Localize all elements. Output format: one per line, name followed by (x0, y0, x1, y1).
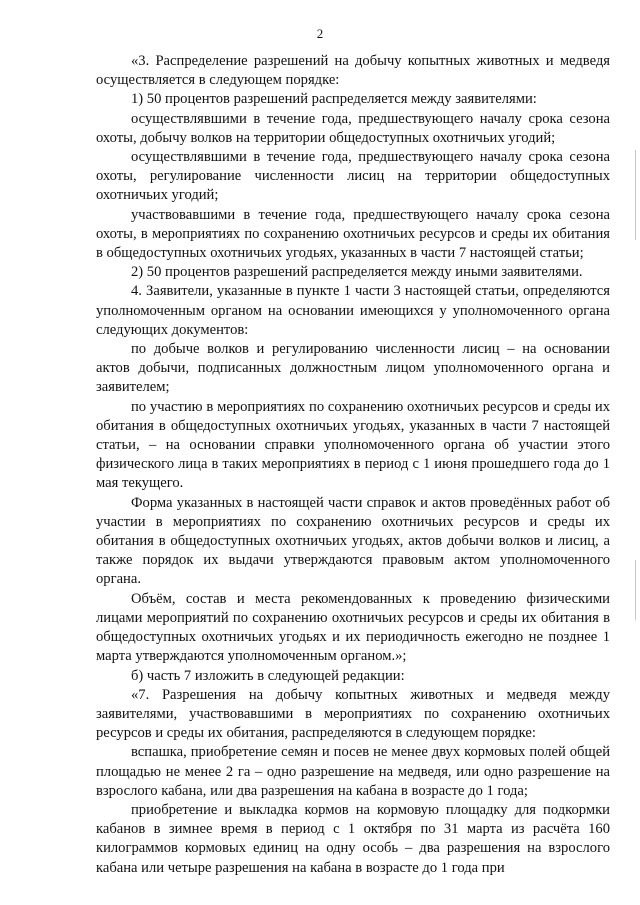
paragraph-volume: Объём, состав и места рекомендованных к проведению физическими лицами мероприятий по сохранению охотничьих ресурсов и среды их обитания в общедоступных охотничьих угодьях и их периодичность ежегодно не позднее 1 марта утверждаются уполномоченным органом.»; (96, 590, 610, 665)
document-body (96, 52, 610, 878)
page-number: 2 (316, 26, 324, 41)
paragraph-part-7: б) часть 7 изложить в следующей редакции: (131, 667, 405, 684)
paragraph-hunting-acts: по добыче волков и регулированию численности лисиц – на основании актов добычи, подписанных должностным лицом уполномоченного органа и заявителем; (96, 341, 610, 396)
paragraph-item-2: 2) 50 процентов разрешений распределяется между иными заявителями. (131, 264, 583, 281)
paragraph-wolves: осуществлявшими в течение года, предшествующего началу срока сезона охоты, добычу волков на территории общедоступных охотничьих угодий; (96, 110, 610, 146)
paragraph-plowing: вспашка, приобретение семян и посев не менее двух кормовых полей общей площадью не менее 2 га – одно разрешение на медведя, или одно разрешение на взрослого кабана, или два разрешения на кабана в возрасте до 1 года; (96, 744, 610, 799)
paragraph-applicants: 4. Заявители, указанные в пункте 1 части 3 настоящей статьи, определяются уполномоченным органом на основании имеющихся у уполномоченного органа следующих документов: (96, 283, 610, 338)
paragraph-form: Форма указанных в настоящей части справок и актов проведённых работ об участии в мероприятиях по сохранению охотничьих ресурсов и среды их обитания в общедоступных охотничьих угодьях, актов добычи волков и лисиц, а также порядок их выдачи утверждаются правовым актом уполномоченного органа. (96, 494, 610, 588)
paragraph-participation-certificate: по участию в мероприятиях по сохранению охотничьих ресурсов и среды их обитания в общедоступных охотничьих угодьях, указанных в части 7 настоящей статьи, – на основании справки уполномоченного органа об участии этого физического лица в таких мероприятиях в период с 1 июня прошедшего года до 1 мая текущего. (96, 398, 610, 492)
paragraph-item-1: 1) 50 процентов разрешений распределяется между заявителями: (131, 91, 537, 108)
paragraph-distribution-order: «3. Распределение разрешений на добычу копытных животных и медведя осуществляется в следующем порядке: (96, 53, 610, 89)
paragraph-participants: участвовавшими в течение года, предшествующего началу срока сезона охоты, в мероприятиях по сохранению охотничьих ресурсов и среды их обитания в общедоступных охотничьих угодьях, указанных в части 7 настоящей статьи; (96, 206, 610, 262)
paragraph-foxes: осуществлявшими в течение года, предшествующего началу срока сезона охоты, регулирование численности лисиц на территории общедоступных охотничьих угодий; (96, 149, 610, 204)
scan-edge-line (635, 150, 636, 240)
paragraph-feeding: приобретение и выкладка кормов на кормовую площадку для подкормки кабанов в зимнее время в период с 1 октября по 31 марта из расчёта 160 килограммов кормовых единиц на одну особь – два разрешения на взрослого кабана или четыре разрешения на кабана в возрасте до 1 года при (96, 801, 610, 876)
scan-edge-line (635, 560, 636, 620)
paragraph-permits: «7. Разрешения на добычу копытных животных и медведя между заявителями, участвовавшими в мероприятиях по сохранению охотничьих ресурсов и среды их обитания, распределяются в следующем порядке: (96, 686, 610, 742)
